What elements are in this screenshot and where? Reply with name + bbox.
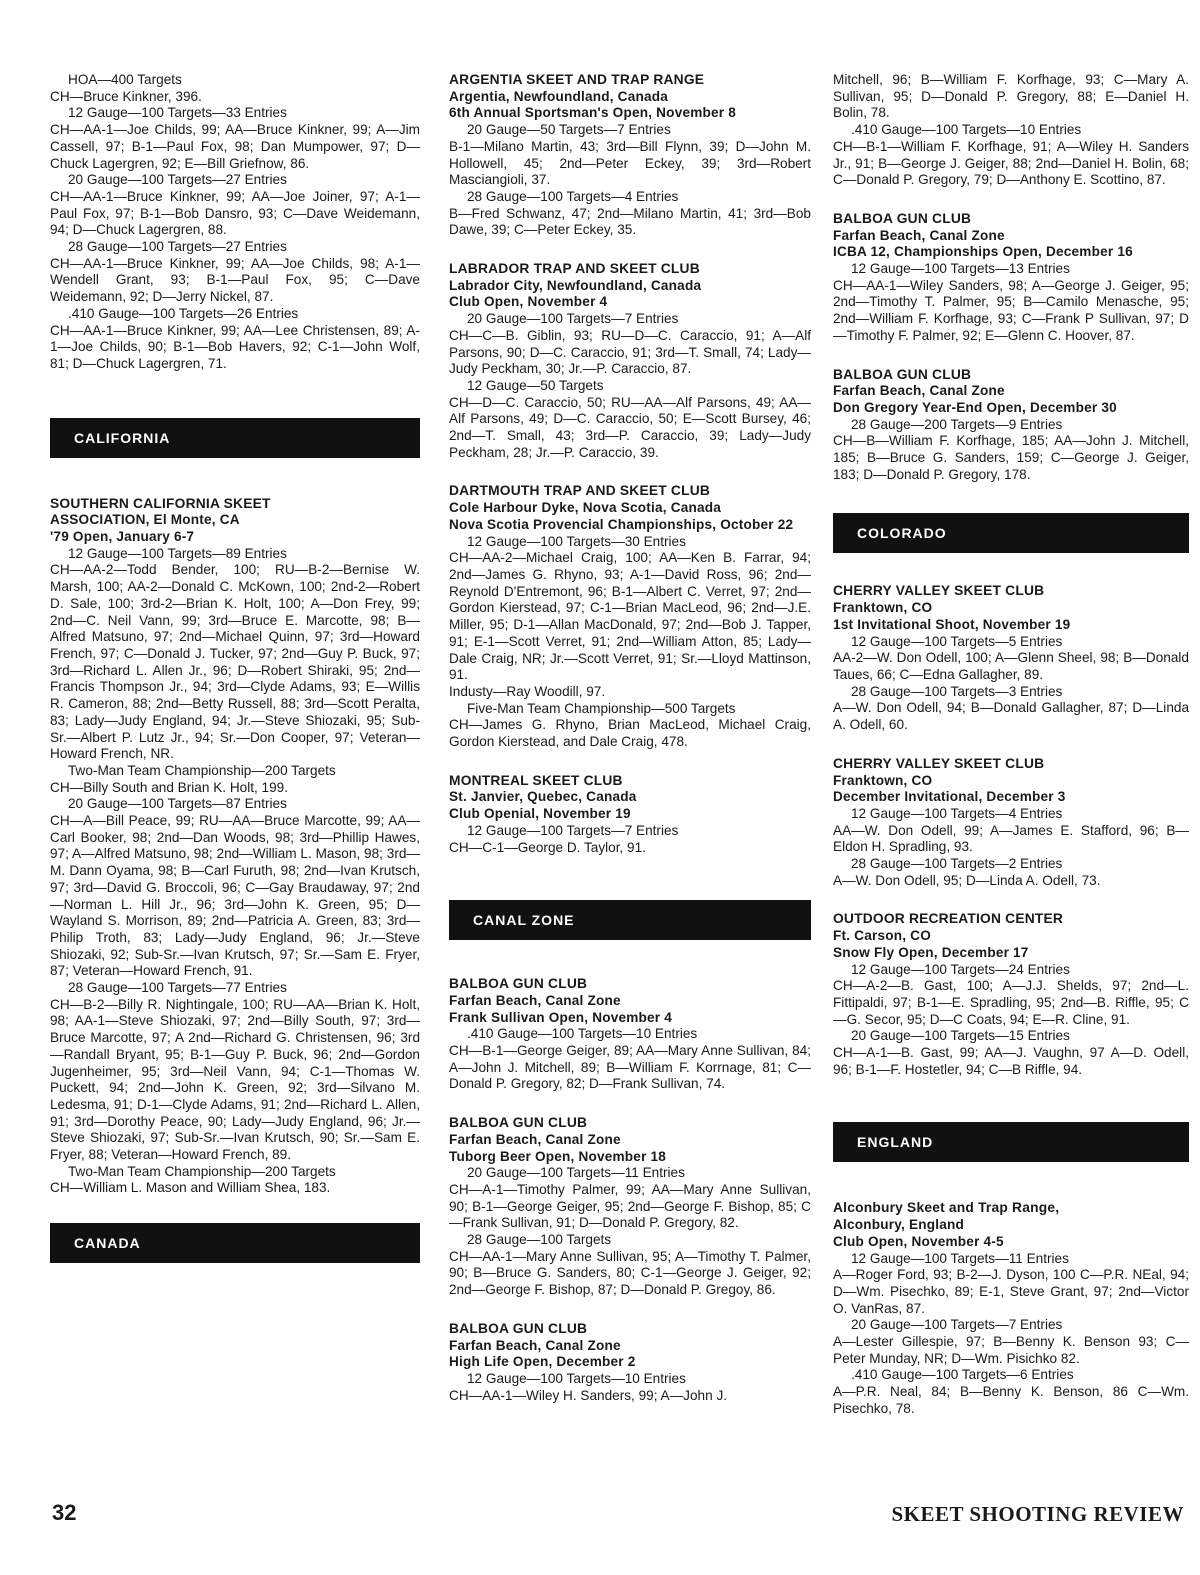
result-line: B—Fred Schwanz, 47; 2nd—Milano Martin, 41; 3rd—Bob Dawe, 39; C—Peter Eckey, 35. [449, 205, 811, 238]
event-title: Club Open, November 4 [449, 294, 608, 310]
result-line: B-1—Milano Martin, 43; 3rd—Bill Flynn, 39; D—John M. Hollowell, 45; 2nd—Peter Eckey, 39; 3rd—Robert Masciangioli, 37. [449, 138, 811, 188]
result-line: CH—B-1—William F. Korfhage, 91; A—Wiley H. Sanders Jr., 91; B—George J. Geiger, 88; 2nd—Daniel H. Bolin, 68; C—Donald P. Gregory, 79; D—Anthony E. Scottino, 87. [833, 138, 1189, 188]
club-entry [833, 583, 1189, 733]
result-line: AA-2—W. Don Odell, 100; A—Glenn Sheel, 98; B—Donald Taues, 66; C—Edna Gallagher, 89. [833, 650, 1189, 682]
result-line: HOA—400 Targets [68, 72, 182, 87]
event-title: Tuborg Beer Open, November 18 [449, 1148, 667, 1164]
club-location: Ft. Carson, CO [833, 928, 931, 944]
result-line: CH—AA-1—Wiley H. Sanders, 99; A—John J. [449, 1387, 728, 1403]
gauge-heading: 12 Gauge—100 Targets—30 Entries [467, 533, 686, 549]
page-number: 32 [52, 1500, 77, 1525]
gauge-heading: 12 Gauge—100 Targets—7 Entries [467, 822, 679, 838]
event-title: December Invitational, December 3 [833, 789, 1066, 805]
event-title: Nova Scotia Provencial Championships, October 22 [449, 516, 794, 532]
gauge-heading: 28 Gauge—100 Targets—2 Entries [851, 856, 1063, 872]
section-bar-colorado: COLORADO [833, 513, 1189, 553]
result-line: CH—AA-1—Mary Anne Sullivan, 95; A—Timothy T. Palmer, 90; B—Bruce G. Sanders, 80; C-1—George J. Geiger, 92; 2nd—George F. Bishop, 87; D—Donald P. Gregoy, 86. [449, 1248, 811, 1298]
gauge-heading: 20 Gauge—100 Targets—11 Entries [467, 1165, 685, 1181]
gauge-heading: .410 Gauge—100 Targets—26 Entries [68, 305, 299, 321]
result-line: CH—C-1—George D. Taylor, 91. [449, 839, 646, 855]
club-location: Farfan Beach, Canal Zone [833, 227, 1005, 243]
gauge-heading: .410 Gauge—100 Targets—6 Entries [851, 1367, 1074, 1383]
event-title: '79 Open, January 6-7 [50, 529, 195, 545]
event-title: 1st Invitational Shoot, November 19 [833, 616, 1071, 632]
result-line: Industy—Ray Woodill, 97. [449, 683, 606, 699]
club-name: ARGENTIA SKEET AND TRAP RANGE [449, 72, 705, 87]
column-1 [50, 72, 420, 1263]
result-line: CH—AA-1—Wiley Sanders, 98; A—George J. Geiger, 95; 2nd—Timothy T. Palmer, 95; B—Camilo Menasche, 95; 2nd—William F. Korfhage, 93; C—Frank P Sullivan, 97; D—Timothy F. Palmer, 92; E—Glenn C. Hoover, 87. [833, 277, 1189, 343]
result-line: CH—C—B. Giblin, 93; RU—D—C. Caraccio, 91; A—Alf Parsons, 90; D—C. Caraccio, 91; 3rd—T. Small, 74; Lady—Judy Peckham, 30; Jr.—P. Caraccio, 87. [449, 327, 811, 377]
club-name: LABRADOR TRAP AND SKEET CLUB [449, 261, 700, 277]
club-entry [449, 72, 811, 239]
result-line: CH—AA-1—Bruce Kinkner, 99; AA—Lee Christensen, 89; A-1—Joe Childs, 90; B-1—Bob Havers, 92; C-1—John Wolf, 81; D—Chuck Lagergren, 71. [50, 322, 420, 371]
gauge-heading: 12 Gauge—100 Targets—4 Entries [851, 805, 1063, 821]
result-line: CH—A-1—B. Gast, 99; AA—J. Vaughn, 97 A—D. Odell, 96; B-1—F. Hostetler, 94; C—B Riffle, 94. [833, 1045, 1189, 1077]
club-location: Franktown, CO [833, 772, 933, 788]
result-line: CH—William L. Mason and William Shea, 183. [50, 1180, 331, 1196]
gauge-heading: 20 Gauge—100 Targets—27 Entries [68, 172, 287, 188]
gauge-heading: 20 Gauge—100 Targets—15 Entries [851, 1028, 1070, 1044]
event-title: 6th Annual Sportsman's Open, November 8 [449, 105, 736, 121]
result-line: CH—B-1—George Geiger, 89; AA—Mary Anne Sullivan, 84; A—John J. Mitchell, 89; B—William F. Korrnage, 81; C—Donald P. Gregory, 82; D—Frank Sullivan, 74. [449, 1043, 811, 1092]
club-entry [449, 773, 811, 857]
event-title: High Life Open, December 2 [449, 1354, 636, 1370]
result-line: AA—W. Don Odell, 99; A—James E. Stafford, 96; B—Eldon H. Spradling, 93. [833, 822, 1189, 855]
gauge-heading: 28 Gauge—100 Targets [467, 1232, 612, 1248]
club-name: MONTREAL SKEET CLUB [449, 772, 623, 788]
club-entry [449, 1115, 811, 1299]
result-line: A—P.R. Neal, 84; B—Benny K. Benson, 86 C—Wm. Pisechko, 78. [833, 1384, 1189, 1416]
section-bar-england: ENGLAND [833, 1122, 1189, 1162]
result-line: A—Lester Gillespie, 97; B—Benny K. Benson 93; C—Peter Munday, NR; D—Wm. Pisichko 82. [833, 1334, 1189, 1366]
continued-results [833, 72, 1189, 189]
club-location: Farfan Beach, Canal Zone [449, 1337, 621, 1353]
club-location: Farfan Beach, Canal Zone [449, 992, 621, 1008]
event-title: Club Open, November 4-5 [833, 1233, 1004, 1249]
gauge-heading: 28 Gauge—200 Targets—9 Entries [851, 416, 1063, 432]
section-bar-canal-zone: CANAL ZONE [449, 900, 811, 940]
club-entry [833, 1200, 1189, 1417]
result-line: CH—A-2—B. Gast, 100; A—J.J. Shelds, 97; 2nd—L. Fittipaldi, 97; B-1—E. Spradling, 95; 2nd—B. Riffle, 95; C—G. Secor, 95; D—C Coats, 94; E—R. Cline, 91. [833, 978, 1189, 1027]
magazine-title: SKEET SHOOTING REVIEW [891, 1502, 1184, 1526]
club-name: OUTDOOR RECREATION CENTER [833, 911, 1064, 927]
club-location: ASSOCIATION, El Monte, CA [50, 512, 240, 528]
club-name: Alconbury Skeet and Trap Range, [833, 1200, 1060, 1216]
result-line: CH—James G. Rhyno, Brian MacLeod, Michael Craig, Gordon Kierstead, and Dale Craig, 478. [449, 717, 811, 750]
club-location: Alconbury, England [833, 1217, 964, 1233]
result-line: CH—A—Bill Peace, 99; RU—AA—Bruce Marcotte, 99; AA—Carl Booker, 98; 2nd—Dan Woods, 98; 3rd—Phillip Hawes, 97; A—Alfred Matsuno, 98; 2nd—William L. Mason, 98; 3rd—M. Dann Oyama, 98; B—Carl Furuth, 98; 2nd—Ivan Krutsch, 97; 3rd—David G. Broccoli, 96; C—Gay Braudaway, 97; 2nd—Norman L. Hill Jr., 96; 3rd—John K. Green, 95; D—Wayland S. Morrison, 89; 2nd—Patricia A. Green, 83; 3rd—Philip Troth, 83; Lady—Judy England, 96; Jr.—Steve Shiozaki, 92; Sub-Sr.—Ivan Krutsch, 97; Sr.—Sam E. Fryer, 87; Veteran—Howard French, 91. [50, 813, 420, 979]
club-name: BALBOA GUN CLUB [449, 976, 588, 992]
gauge-heading: 12 Gauge—100 Targets—11 Entries [851, 1250, 1069, 1266]
club-entry [449, 976, 811, 1093]
club-entry [833, 911, 1189, 1078]
event-title: Frank Sullivan Open, November 4 [449, 1009, 673, 1025]
club-entry [449, 1321, 811, 1405]
result-line: A—W. Don Odell, 94; B—Donald Gallagher, 87; D—Linda A. Odell, 60. [833, 700, 1189, 733]
result-line: CH—Billy South and Brian K. Holt, 199. [50, 779, 289, 795]
gauge-heading: Two-Man Team Championship—200 Targets [68, 762, 336, 778]
club-entry [833, 367, 1189, 484]
section-bar-canada: CANADA [50, 1223, 420, 1263]
gauge-heading: Two-Man Team Championship—200 Targets [68, 1163, 336, 1179]
gauge-heading: 20 Gauge—100 Targets—7 Entries [851, 1317, 1063, 1333]
result-line: A—Roger Ford, 93; B-2—J. Dyson, 100 C—P.R. NEal, 94; D—Wm. Pisechko, 89; E-1, Steve Grant, 97; 2nd—Victor O. VanRas, 87. [833, 1267, 1189, 1316]
column-3 [833, 72, 1189, 1418]
gauge-heading: 20 Gauge—100 Targets—87 Entries [68, 796, 287, 812]
event-title: Snow Fly Open, December 17 [833, 944, 1029, 960]
event-title: Don Gregory Year-End Open, December 30 [833, 399, 1117, 415]
club-name: CHERRY VALLEY SKEET CLUB [833, 583, 1045, 599]
gauge-heading: 28 Gauge—100 Targets—27 Entries [68, 239, 287, 255]
club-name: BALBOA GUN CLUB [833, 366, 972, 382]
gauge-heading: 28 Gauge—100 Targets—3 Entries [851, 683, 1063, 699]
result-line: CH—AA-2—Michael Craig, 100; AA—Ken B. Farrar, 94; 2nd—James G. Rhyno, 93; A-1—David Ross, 96; 2nd—Reynold D'Entremont, 96; B-1—Albert C. Verret, 97; 2nd—Gordon Kierstead, 97; C-1—Brian MacLeod, 96; 2nd—J.E. Miller, 95; D-1—Allan MacDonald, 97; 2nd—Bob J. Tapper, 91; E-1—Scott Verret, 91; 2nd—William Atton, 85; Lady—Dale Craig, NR; Jr.—Scott Verret, 91; Sr.—Lloyd Mattinson, 91. [449, 550, 811, 683]
result-line: CH—AA-1—Bruce Kinkner, 99; AA—Joe Childs, 98; A-1—Wendell Grant, 93; B-1—Paul Fox, 95; C—Dave Weidemann, 92; D—Jerry Nickel, 87. [50, 255, 420, 305]
club-name: BALBOA GUN CLUB [833, 210, 972, 226]
gauge-heading: 12 Gauge—100 Targets—24 Entries [851, 961, 1070, 977]
gauge-heading: 20 Gauge—50 Targets—7 Entries [467, 122, 671, 138]
club-entry [833, 756, 1189, 890]
gauge-heading: 12 Gauge—50 Targets [467, 377, 604, 393]
result-line: CH—D—C. Caraccio, 50; RU—AA—Alf Parsons, 49; AA—Alf Parsons, 49; D—C. Caraccio, 50; E—Scott Bursey, 46; 2nd—T. Small, 43; 3rd—P. Caraccio, 39; Lady—Judy Peckham, 28; Jr.—P. Caraccio, 39. [449, 394, 811, 460]
club-location: Argentia, Newfoundland, Canada [449, 88, 668, 104]
result-line: CH—Bruce Kinkner, 396. [50, 88, 202, 104]
club-location: Farfan Beach, Canal Zone [833, 383, 1005, 399]
result-line: CH—AA-2—Todd Bender, 100; RU—B-2—Bernise W. Marsh, 100; AA-2—Donald C. McKown, 100; 2nd-2—Robert D. Sale, 100; 3rd-2—Brian K. Holt, 100; A—Don Frey, 99; 2nd—C. Neil Vann, 99; 3rd—Bruce E. Marcotte, 98; B—Alfred Matsuno, 97; 2nd—Michael Quinn, 97; 3rd—Howard French, 97; C—Donald J. Tucker, 97; 2nd—Guy P. Buck, 97; 3rd—Richard L. Allen Jr., 96; D—Robert Shiraki, 95; 2nd—Francis Thompson Jr., 94; 3rd—Clyde Adams, 93; E—Willis R. Cameron, 88; 2nd—Betty Russell, 88; 3rd—Scott Peralta, 83; Lady—Judy England, 94; Jr.—Steve Shiozaki, 95; Sub-Sr.—Albert P. Lutz Jr., 94; Sr.—Don Cooper, 97; Veteran—Howard French, NR. [50, 562, 420, 762]
gauge-heading: .410 Gauge—100 Targets—10 Entries [851, 122, 1082, 138]
result-line: CH—A-1—Timothy Palmer, 99; AA—Mary Anne Sullivan, 90; B-1—George Geiger, 95; 2nd—George F. Bishop, 85; C—Frank Sullivan, 91; D—Donald P. Gregory, 82. [449, 1181, 811, 1231]
gauge-heading: 28 Gauge—100 Targets—4 Entries [467, 188, 679, 204]
club-entry [449, 261, 811, 461]
gauge-heading: .410 Gauge—100 Targets—10 Entries [467, 1026, 698, 1042]
club-name: DARTMOUTH TRAP AND SKEET CLUB [449, 483, 711, 499]
club-location: Cole Harbour Dyke, Nova Scotia, Canada [449, 500, 722, 516]
result-line: CH—B—William F. Korfhage, 185; AA—John J. Mitchell, 185; B—Bruce G. Sanders, 159; C—George J. Geiger, 183; D—Donald P. Gregory, 178. [833, 433, 1189, 482]
club-name: BALBOA GUN CLUB [449, 1115, 588, 1131]
result-line: CH—AA-1—Bruce Kinkner, 99; AA—Joe Joiner, 97; A-1—Paul Fox, 97; B-1—Bob Dansro, 93; C—Dave Weidemann, 94; D—Chuck Lagergren, 88. [50, 188, 420, 238]
result-line: CH—B-2—Billy R. Nightingale, 100; RU—AA—Brian K. Holt, 98; AA-1—Steve Shiozaki, 97; 2nd—Billy South, 97; 3rd—Bruce Marcotte, 97; A 2nd—Richard G. Christensen, 96; 3rd—Randall Bryant, 95; B-1—Guy P. Buck, 96; 2nd—Gordon Jugenheimer, 95; 3rd—Neil Vann, 94; C-1—Thomas W. Puckett, 94; 2nd—John K. Green, 92; 3rd—Silvano M. Ledesma, 91; D-1—Clyde Adams, 91; 2nd—Richard L. Allen, 91; 3rd—Dorothy Peace, 90; Lady—Judy England, 96; Jr.—Steve Shiozaki, 97; Sub-Sr.—Ivan Krutsch, 90; Sr.—Sam E. Fryer, 88; Veteran—Howard French, 89. [50, 996, 420, 1163]
club-entry [50, 496, 420, 1198]
gauge-heading: 12 Gauge—100 Targets—89 Entries [68, 545, 287, 561]
gauge-heading: 28 Gauge—100 Targets—77 Entries [68, 980, 287, 996]
gauge-heading: 20 Gauge—100 Targets—7 Entries [467, 311, 679, 327]
club-location: Franktown, CO [833, 600, 933, 616]
gauge-heading: 12 Gauge—100 Targets—13 Entries [851, 261, 1070, 277]
column-2 [449, 72, 811, 1404]
gauge-heading: 12 Gauge—100 Targets—5 Entries [851, 633, 1063, 649]
result-line: CH—AA-1—Joe Childs, 99; AA—Bruce Kinkner, 99; A—Jim Cassell, 97; B-1—Paul Fox, 98; Dan Mumpower, 97; D—Chuck Lagergren, 92; E—Bill Griefnow, 86. [50, 122, 420, 171]
club-name: SOUTHERN CALIFORNIA SKEET [50, 495, 271, 511]
section-bar-california: CALIFORNIA [50, 418, 420, 458]
result-line: Mitchell, 96; B—William F. Korfhage, 93; C—Mary A. Sullivan, 95; D—Donald P. Gregory, 88; E—Daniel H. Bolin, 78. [833, 72, 1189, 121]
club-name: CHERRY VALLEY SKEET CLUB [833, 755, 1045, 771]
gauge-heading: Five-Man Team Championship—500 Targets [467, 700, 736, 716]
event-title: ICBA 12, Championships Open, December 16 [833, 244, 1133, 260]
gauge-heading: 12 Gauge—100 Targets—10 Entries [467, 1371, 686, 1386]
club-location: St. Janvier, Quebec, Canada [449, 789, 637, 805]
club-entry [449, 483, 811, 750]
hoa-results-block [50, 72, 420, 373]
event-title: Club Openial, November 19 [449, 806, 631, 822]
result-line: A—W. Don Odell, 95; D—Linda A. Odell, 73. [833, 872, 1101, 888]
club-location: Labrador City, Newfoundland, Canada [449, 277, 702, 293]
club-name: BALBOA GUN CLUB [449, 1320, 588, 1336]
gauge-heading: 12 Gauge—100 Targets—33 Entries [68, 105, 287, 121]
club-location: Farfan Beach, Canal Zone [449, 1131, 621, 1147]
club-entry [833, 211, 1189, 345]
